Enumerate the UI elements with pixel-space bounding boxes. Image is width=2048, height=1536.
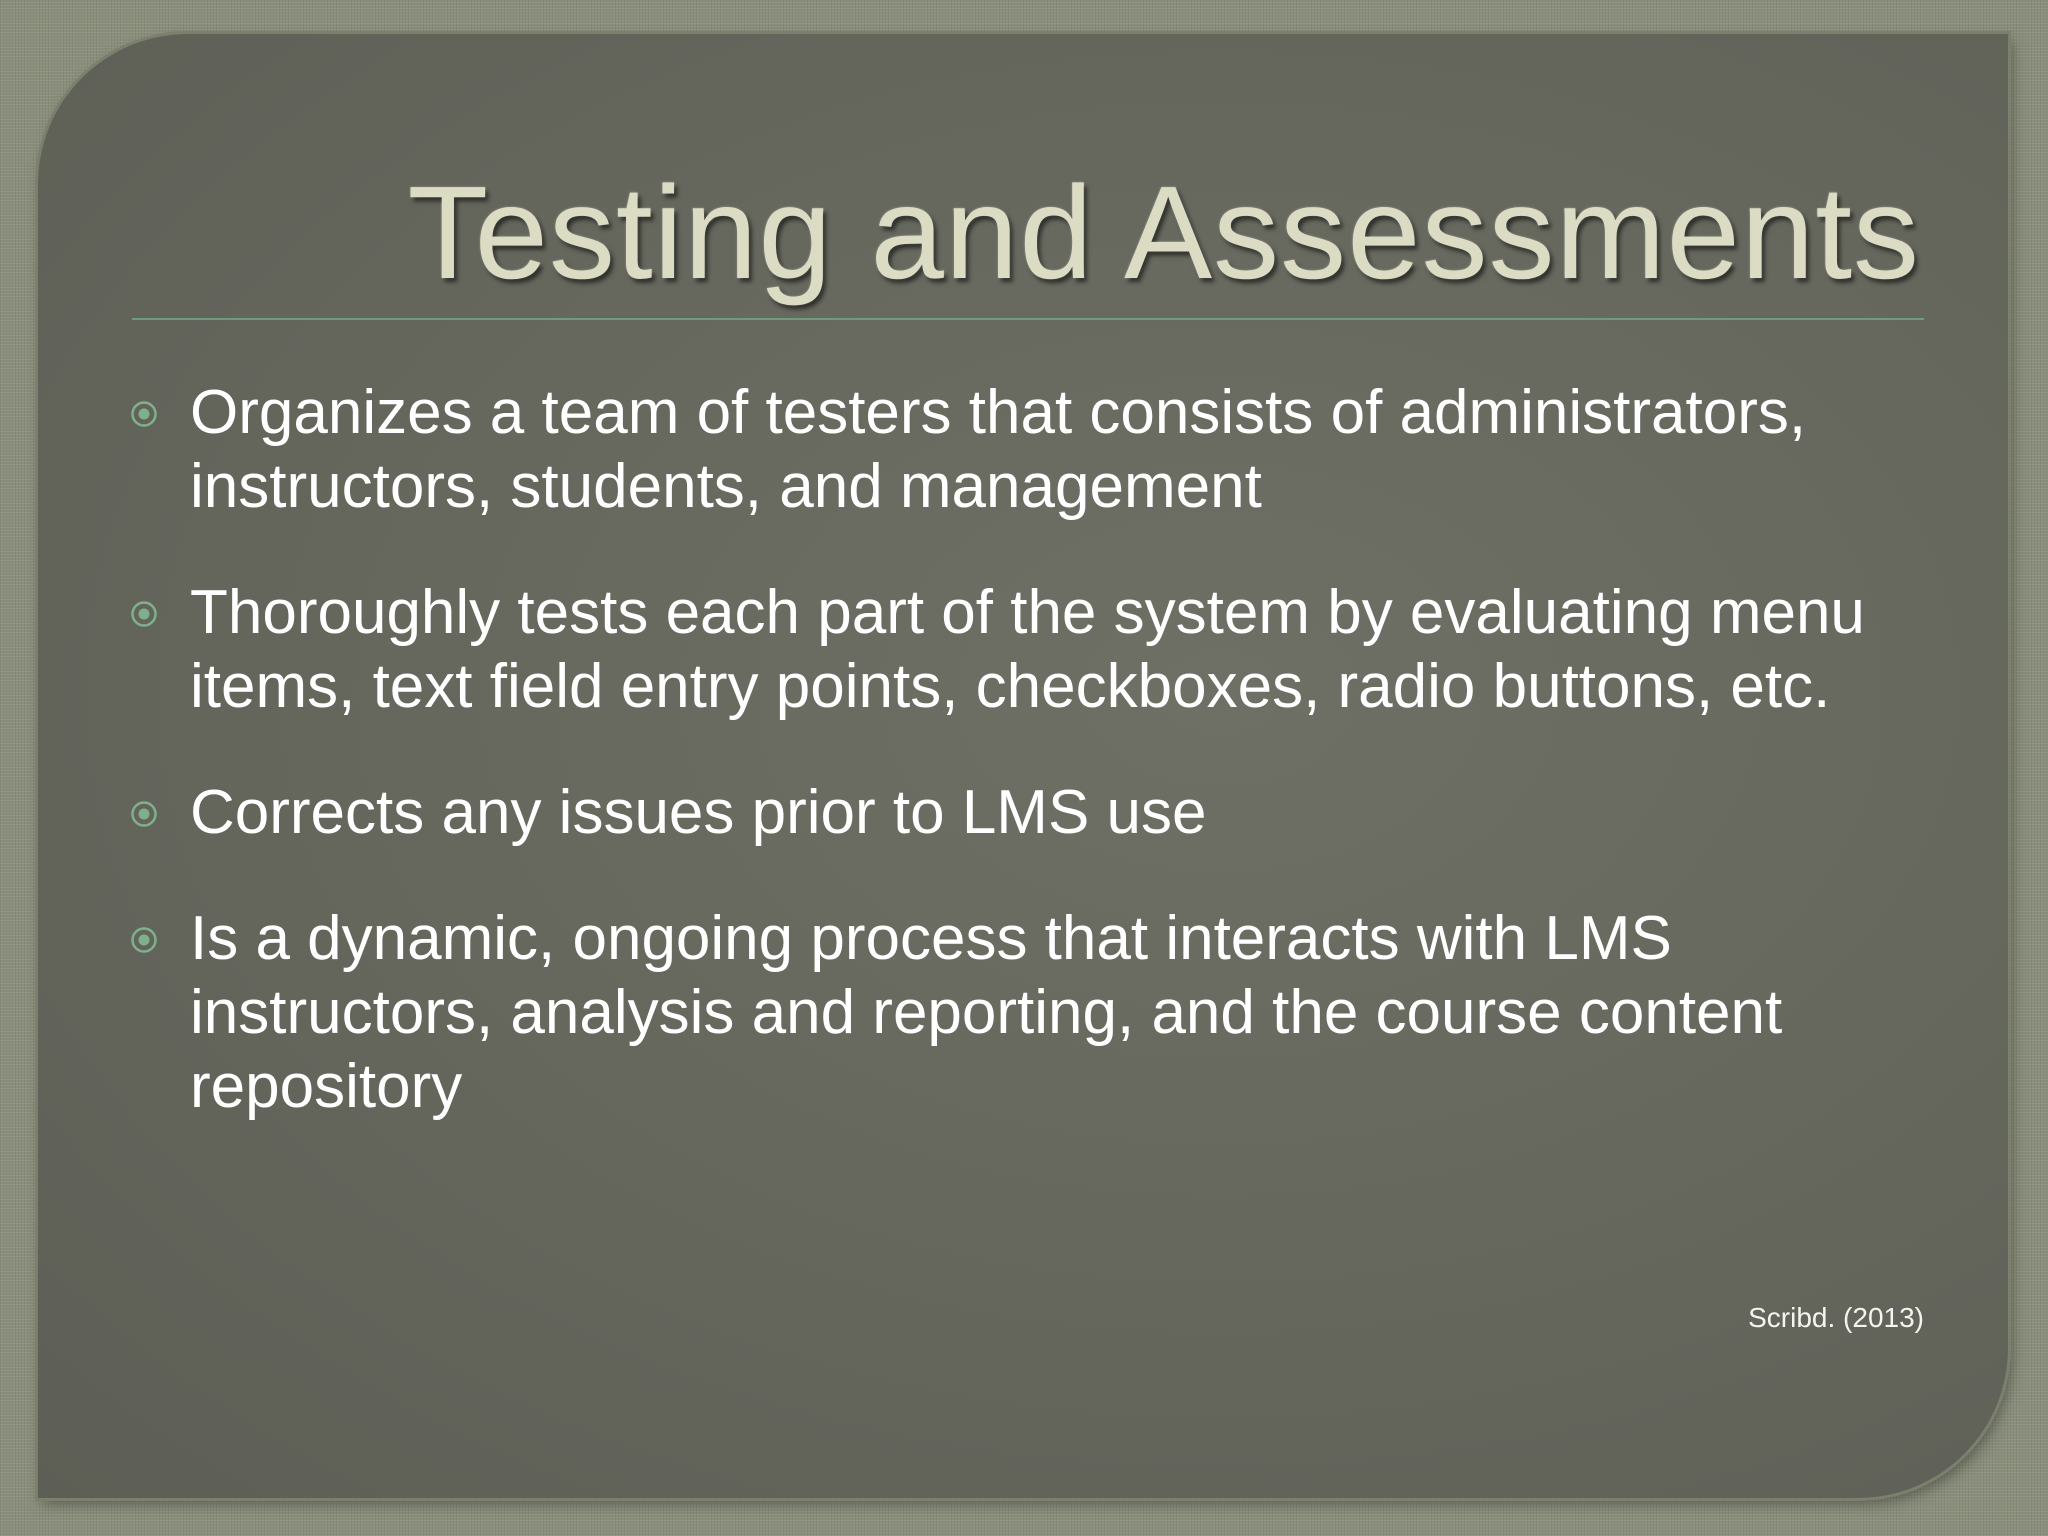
- circled-dot-icon: [130, 400, 158, 428]
- slide-title: Testing and Assessments: [407, 159, 1920, 306]
- bullet-text: Thoroughly tests each part of the system by evaluating menu items, text field entry points, checkboxes, radio buttons, etc.: [190, 578, 1865, 721]
- bullet-text: Organizes a team of testers that consists of administrators, instructors, students, and management: [190, 378, 1807, 521]
- bullet-item: [130, 576, 1930, 724]
- citation: Scribd. (2013): [1748, 1302, 1924, 1333]
- bullet-item: [130, 376, 1930, 524]
- circled-dot-icon: [130, 926, 158, 954]
- circled-dot-icon: [130, 800, 158, 828]
- bullet-item: [130, 902, 1930, 1124]
- title-divider: [132, 318, 1924, 320]
- bullet-text: Corrects any issues prior to LMS use: [190, 778, 1207, 847]
- bullet-list: [130, 376, 1930, 1124]
- bullet-item: [130, 776, 1930, 850]
- bullet-text: Is a dynamic, ongoing process that interacts with LMS instructors, analysis and reporting, and the course content repository: [190, 904, 1783, 1121]
- circled-dot-icon: [130, 600, 158, 628]
